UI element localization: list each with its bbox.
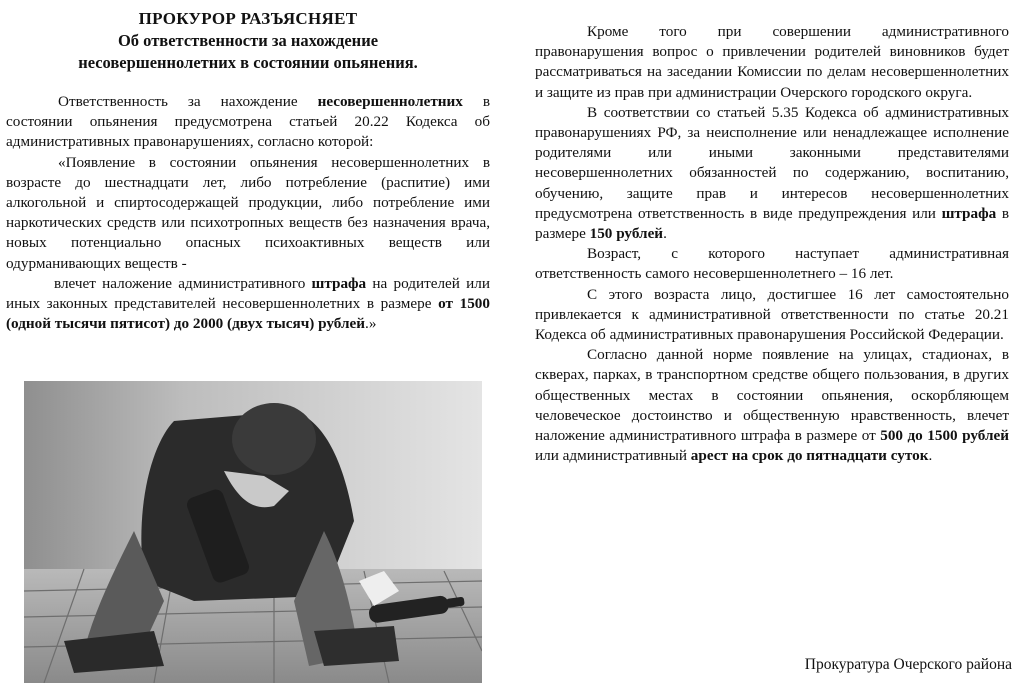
right-p5-bold-arrest: арест на срок до пятнадцати суток: [690, 447, 929, 465]
right-paragraph-3: Возраст, с которого наступает административная ответственность самого несовершеннолетнего – 16 лет.: [535, 245, 1009, 283]
subtitle-line-1: Об ответственности за нахождение: [117, 31, 379, 50]
right-p5-text-e: .: [928, 447, 933, 465]
teen-photo: [24, 381, 482, 683]
left-p3-text-e: .»: [365, 315, 377, 333]
right-p5-text-a: Согласно данной норме появление на улицах, стадионах, в скверах, парках, в транспортном средстве общего пользования, в других общественных местах в состоянии опьянения, оскорбляющем человеческое достоинство и общественную нравственность, влечет наложение административного штрафа в размере от: [535, 346, 1009, 445]
teen-photo-illustration: [24, 381, 482, 683]
left-paragraph-3: [6, 274, 490, 335]
right-paragraph-4: С этого возраста лицо, достигшее 16 лет самостоятельно привлекается к административной ответственности по статье 20.21 Кодекса об административных правонарушения Российской Федерации.: [535, 285, 1009, 344]
right-column: [535, 22, 1009, 466]
left-paragraph-2: «Появление в состоянии опьянения несовершеннолетних в возрасте до шестнадцати лет, либо потребление (распитие) ими алкогольной и спиртосодержащей продукции, либо потребление ими наркотических средств или психотропных веществ без назначения врача, новых потенциально опасных психоактивных веществ или одурманивающих веществ -: [6, 153, 490, 272]
page-title: ПРОКУРОР РАЗЪЯСНЯЕТ: [138, 9, 358, 28]
right-paragraph-2: [535, 103, 1009, 244]
right-p2-text-c: в размере: [535, 204, 1009, 243]
left-p3-bold-fine: штрафа: [311, 274, 367, 292]
left-paragraph-1: [6, 92, 490, 153]
right-paragraph-1: Кроме того при совершении административного правонарушения вопрос о привлечении родителей виновников будет рассматриваться на заседании Комиссии по делам несовершеннолетних и защите из прав при администрации Очерского городского округа.: [535, 23, 1009, 101]
left-p3-text-a: влечет наложение административного: [54, 274, 312, 292]
right-p2-text-e: .: [663, 225, 667, 243]
right-p5-text-c: или административный: [535, 447, 691, 465]
left-p3-bold-amount: от 1500 (одной тысячи пятисот) до 2000 (двух тысяч) рублей: [6, 295, 490, 333]
right-p5-bold-amount: 500 до 1500 рублей: [880, 427, 1009, 445]
right-p2-text-a: В соответствии со статьей 5.35 Кодекса об административных правонарушениях РФ, за неисполнение или ненадлежащее исполнение родителями или иными законными представителями несовершеннолетних обязанностей по содержанию, воспитанию, обучению, защите прав и интересов несовершеннолетних предусмотрена ответственность в виде предупреждения или: [535, 103, 1009, 222]
left-p1-text-c: в состоянии опьянения предусмотрена статьей 20.22 Кодекса об административных правонарушениях, согласно которой:: [6, 93, 491, 151]
signature: Прокуратура Очерского района: [804, 656, 1012, 673]
right-paragraph-5: [535, 345, 1009, 466]
left-p3-text-c: на родителей или иных законных представителей несовершеннолетних в размере: [6, 274, 490, 313]
left-p1-bold: несовершеннолетних: [317, 93, 463, 110]
left-p1-text-a: Ответственность за нахождение: [58, 93, 318, 110]
left-column: [6, 6, 490, 334]
subtitle-line-2: несовершеннолетних в состоянии опьянения.: [78, 53, 418, 72]
right-p2-bold-fine: штрафа: [941, 204, 997, 222]
right-p2-bold-amount: 150 рублей: [589, 225, 664, 243]
